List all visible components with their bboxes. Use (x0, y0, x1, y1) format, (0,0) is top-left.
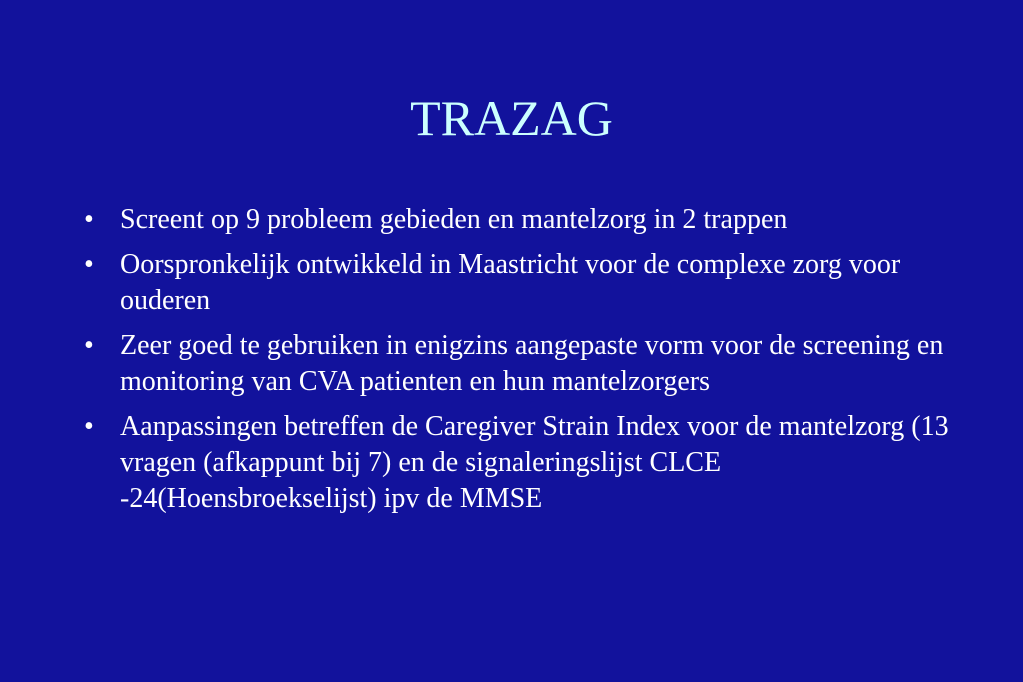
bullet-text: Aanpassingen betreffen de Caregiver Strain Index voor de mantelzorg (13 vragen (afkappunt bij 7) en de signaleringslijst CLCE -24(Hoensbroekselijst) ipv de MMSE (120, 411, 949, 514)
bullet-icon: • (84, 204, 94, 235)
bullet-item (84, 202, 954, 238)
bullet-item (84, 409, 954, 517)
bullet-list (84, 202, 954, 526)
slide-title: TRAZAG (410, 90, 613, 146)
bullet-icon: • (84, 249, 94, 280)
bullet-item (84, 328, 954, 400)
bullet-text: Zeer goed te gebruiken in enigzins aangepaste vorm voor de screening en monitoring van CVA patienten en hun mantelzorgers (120, 330, 944, 397)
bullet-icon: • (84, 411, 94, 442)
bullet-text: Oorspronkelijk ontwikkeld in Maastricht voor de complexe zorg voor ouderen (120, 249, 901, 316)
bullet-icon: • (84, 330, 94, 361)
bullet-text: Screent op 9 probleem gebieden en mantelzorg in 2 trappen (120, 204, 788, 235)
bullet-item (84, 247, 954, 319)
